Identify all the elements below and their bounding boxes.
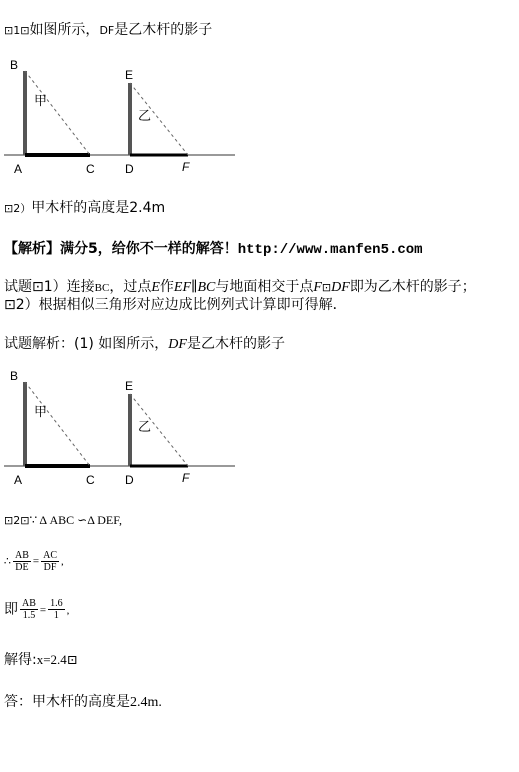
part2-label: ⊡2） bbox=[4, 202, 32, 215]
hint-text-b: ，过点 bbox=[109, 279, 152, 295]
label-yi-2: 乙 bbox=[138, 419, 152, 434]
part2-line bbox=[4, 199, 165, 218]
label-a: A bbox=[14, 162, 23, 176]
hint-df: DF bbox=[331, 280, 350, 295]
fraction-ab-de bbox=[13, 550, 31, 573]
part1-line bbox=[4, 21, 212, 40]
label-d-2: D bbox=[125, 473, 134, 487]
banner bbox=[4, 240, 423, 259]
label-e-2: E bbox=[125, 379, 134, 393]
part2-text: 甲木杆的高度是 bbox=[31, 200, 130, 216]
part1-label: ⊡1⊡ bbox=[4, 24, 30, 37]
fraction-ab-1-5 bbox=[20, 598, 38, 621]
fraction-1-6-1 bbox=[48, 598, 65, 621]
solve-line bbox=[4, 651, 78, 669]
label-b: B bbox=[10, 58, 19, 72]
label-b-2: B bbox=[10, 370, 19, 383]
hint-line-2: ⊡2）根据相似三角形对应边成比例列式计算即可得解． bbox=[4, 297, 347, 313]
hint-box: ⊡ bbox=[321, 281, 332, 294]
hint-text-c: 作 bbox=[159, 279, 174, 295]
therefore-symbol: ∴ bbox=[4, 554, 11, 568]
hint-ef: EF∥BC bbox=[173, 280, 216, 295]
answer-prefix: 答：甲木杆的高度是 bbox=[4, 694, 130, 710]
label-d: D bbox=[125, 162, 134, 176]
equals: = bbox=[39, 604, 47, 617]
analysis-df: DF bbox=[168, 337, 187, 352]
fraction-ac-df bbox=[41, 550, 59, 573]
answer-value: 2.4m. bbox=[130, 695, 162, 710]
ray-bc bbox=[25, 71, 90, 155]
hint-text-a: 试题⊡1）连接 bbox=[4, 279, 95, 295]
label-yi: 乙 bbox=[138, 108, 152, 123]
step2-label: ⊡2⊡ bbox=[4, 514, 30, 527]
hint-text-d: 与地面相交于点 bbox=[215, 279, 314, 295]
label-f-2: F bbox=[182, 471, 190, 485]
label-c-2: C bbox=[86, 473, 95, 487]
label-jia-2: 甲 bbox=[34, 404, 48, 419]
label-c: C bbox=[86, 162, 95, 176]
answer-line bbox=[4, 693, 162, 712]
frac-num: 1.6 bbox=[50, 598, 63, 609]
banner-url[interactable]: http://www.manfen5.com bbox=[237, 242, 423, 258]
analysis-suffix: 是乙木杆的影子 bbox=[186, 336, 285, 352]
label-e: E bbox=[125, 68, 134, 82]
frac-den: DF bbox=[43, 562, 57, 573]
part1-text: 如图所示， bbox=[29, 22, 100, 38]
analysis-prefix: 试题解析：(1) 如图所示， bbox=[4, 336, 169, 352]
comma: , bbox=[61, 555, 64, 568]
figure-1 bbox=[0, 55, 250, 185]
ratio1-line bbox=[4, 550, 64, 573]
comma: , bbox=[66, 604, 70, 617]
part2-value: 2.4m bbox=[129, 200, 166, 216]
figure-2 bbox=[0, 370, 250, 498]
frac-den: 1.5 bbox=[22, 610, 36, 621]
solve-value: x=2.4⊡ bbox=[36, 652, 78, 667]
label-a-2: A bbox=[14, 473, 23, 487]
hint-line-1 bbox=[4, 278, 476, 297]
step2-text: ∵ Δ ABC ∽Δ DEF, bbox=[29, 513, 122, 527]
hint-e: E bbox=[151, 280, 160, 295]
hint-bc: BC bbox=[94, 282, 110, 294]
solve-prefix: 解得: bbox=[4, 652, 37, 668]
ratio2-line bbox=[4, 598, 69, 621]
frac-num: AB bbox=[15, 550, 29, 561]
frac-den: DE bbox=[15, 562, 29, 573]
hint-text-h: 即为乙木杆的影子； bbox=[349, 279, 476, 295]
equals: = bbox=[32, 555, 40, 568]
ray-bc-2 bbox=[25, 382, 90, 466]
frac-num: AC bbox=[43, 550, 58, 561]
part1-df: DF bbox=[99, 24, 115, 37]
frac-num: AB bbox=[22, 598, 36, 609]
analysis-line bbox=[4, 335, 285, 354]
label-jia: 甲 bbox=[34, 93, 48, 108]
hint-f: F bbox=[313, 280, 322, 295]
part1-suffix: 是乙木杆的影子 bbox=[114, 22, 213, 38]
label-f: F bbox=[182, 160, 190, 174]
banner-bracket: 【解析】满分5，给你不一样的解答！ bbox=[4, 241, 238, 257]
step2-line bbox=[4, 511, 122, 530]
ratio2-prefix: 即 bbox=[4, 601, 18, 618]
frac-den: 1 bbox=[53, 610, 59, 621]
